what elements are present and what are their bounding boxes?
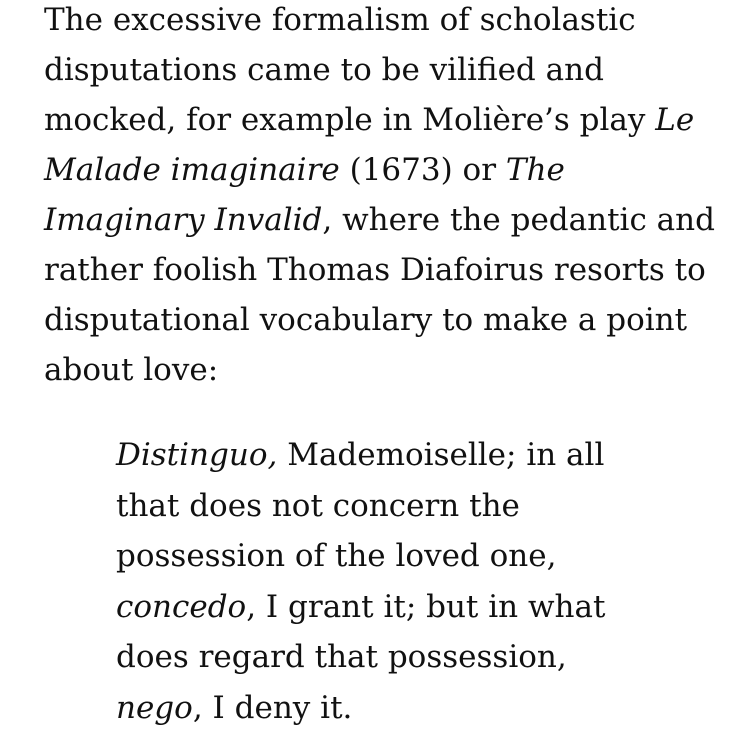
- paragraph-line: [44, 295, 724, 345]
- block-quote: [116, 430, 716, 733]
- italic-term: nego: [116, 689, 193, 726]
- quote-line: [116, 531, 716, 582]
- text-run: (1673) or: [339, 152, 506, 188]
- text-run: does regard that possession,: [116, 639, 567, 675]
- italic-term: concedo: [116, 588, 247, 625]
- text-run: disputations came to be vilified and: [44, 52, 604, 88]
- italic-title: The: [505, 152, 565, 188]
- quote-line: [116, 582, 716, 633]
- paragraph-line: [44, 45, 724, 95]
- body-paragraph: [44, 0, 724, 395]
- quote-line: [116, 430, 716, 481]
- text-run: rather foolish Thomas Diafoirus resorts to: [44, 252, 706, 288]
- text-run: The excessive formalism of scholastic: [44, 2, 636, 38]
- text-run: that does not concern the: [116, 487, 520, 524]
- paragraph-line: [44, 95, 724, 145]
- text-run: , I deny it.: [192, 689, 353, 726]
- paragraph-line: [44, 0, 724, 45]
- italic-title: Imaginary Invalid: [44, 202, 323, 238]
- text-run: , I grant it; but in what: [246, 588, 606, 625]
- text-run: Mademoiselle; in all: [277, 437, 605, 473]
- text-run: about love:: [44, 352, 219, 388]
- paragraph-line: [44, 345, 724, 395]
- quote-line: [116, 632, 716, 683]
- text-run: disputational vocabulary to make a point: [44, 302, 688, 338]
- text-run: possession of the loved one,: [116, 538, 557, 574]
- italic-title: Le: [655, 102, 695, 138]
- paragraph-line: [44, 145, 724, 195]
- paragraph-line: [44, 245, 724, 295]
- italic-term: Distinguo,: [116, 437, 278, 473]
- paragraph-line: [44, 195, 724, 245]
- text-run: , where the pedantic and: [322, 202, 715, 238]
- text-run: mocked, for example in Molière’s play: [44, 102, 656, 138]
- italic-title: Malade imaginaire: [44, 152, 340, 188]
- quote-line: [116, 683, 716, 734]
- quote-line: [116, 481, 716, 532]
